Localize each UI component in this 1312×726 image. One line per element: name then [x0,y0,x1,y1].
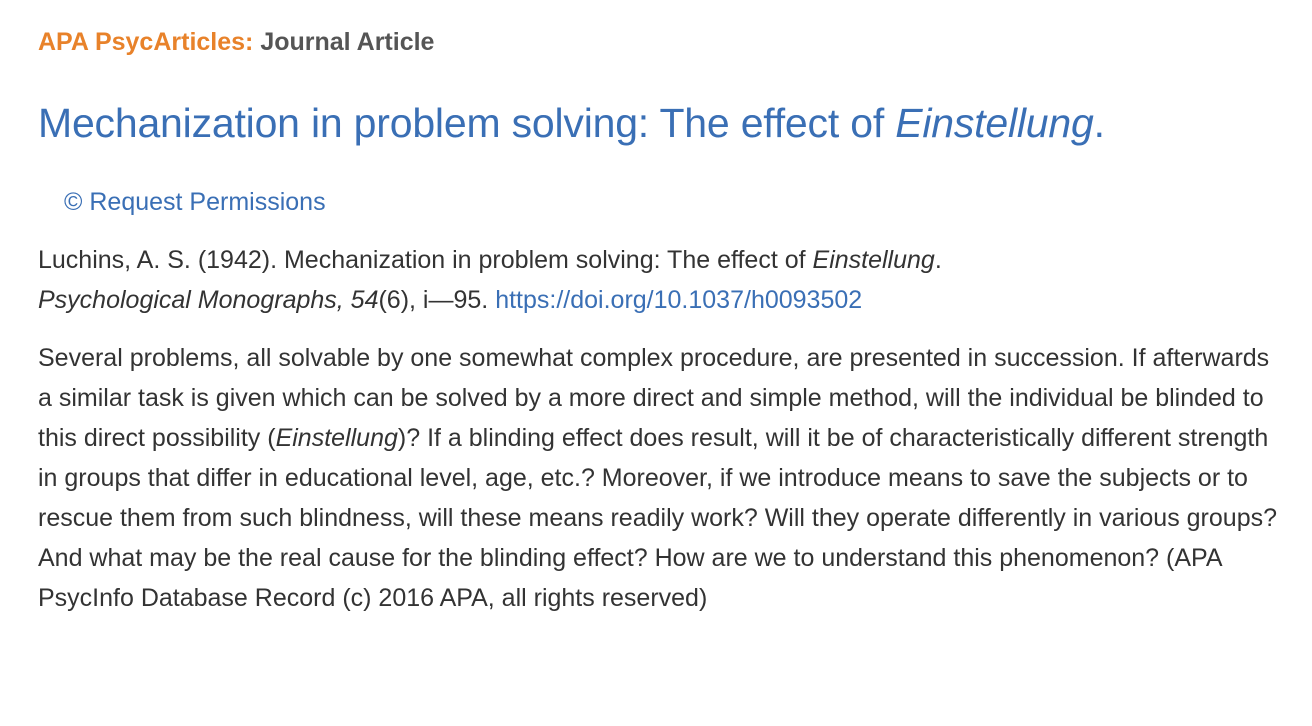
source-line [38,28,434,57]
request-permissions-label: Request Permissions [89,188,326,216]
database-name: APA PsycArticles: [38,28,254,56]
citation-title-end: . [934,246,942,274]
request-permissions-link[interactable] [64,188,326,217]
citation-issue-pages: (6), i—95. [378,286,489,314]
record-type: Journal Article [260,28,435,56]
abstract-part-2: )? If a blinding effect does result, will it be of characteristically different strength in groups that differ in educational level, age, etc.? Moreover, if we introduce means to save the subjects or to rescue them from such blindness, will these means readily work? Will they operate differently in various groups? And what may be the real cause for the blinding effect? How are we to understand this phenomenon? (APA PsycInfo Database Record (c) 2016 APA, all rights reserved) [38,424,1278,612]
title-end: . [1093,100,1105,146]
citation-journal: Psychological Monographs, 54 [38,286,379,314]
abstract-italic: Einstellung [275,424,398,452]
abstract-part-1: Several problems, all solvable by one somewhat complex procedure, are presented in succession. If afterwards a similar task is given which can be solved by a more direct and simple method, will the individual be blinded to this direct possibility ( [38,344,1270,452]
title-italic: Einstellung [895,100,1094,146]
doi-link[interactable]: https://doi.org/10.1037/h0093502 [495,286,863,314]
article-title [38,100,1105,147]
citation-title-italic: Einstellung [812,246,935,274]
title-main: Mechanization in problem solving: The effect of [38,100,896,146]
citation [38,240,1288,320]
copyright-icon: © [64,188,83,216]
abstract [38,338,1288,618]
citation-text: Luchins, A. S. (1942). Mechanization in problem solving: The effect of [38,246,813,274]
